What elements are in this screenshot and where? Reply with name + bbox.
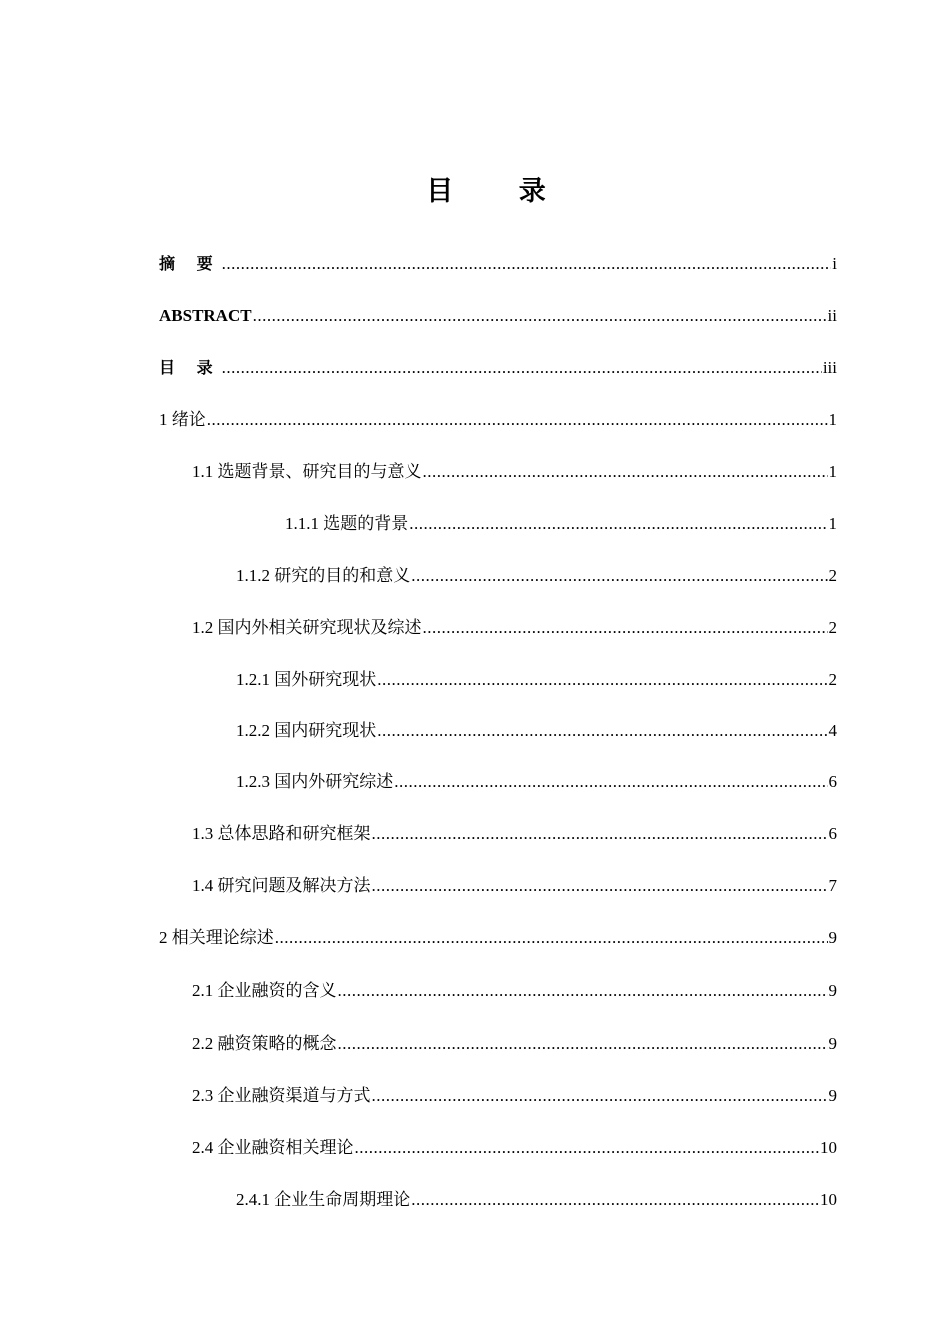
toc-entry-section-2-1[interactable] xyxy=(192,977,837,1005)
toc-entry-page: 2 xyxy=(828,618,837,637)
toc-entry-page: ii xyxy=(827,306,837,325)
toc-entry-label: 1.2.2 国内研究现状 xyxy=(236,721,377,740)
toc-entry-label: ABSTRACT xyxy=(159,306,252,325)
toc-entry-section-1-2-1[interactable] xyxy=(236,666,837,694)
toc-leader-dots xyxy=(222,354,822,382)
toc-entry-section-1-1-1[interactable] xyxy=(285,510,837,538)
toc-entry-abstract-cn[interactable] xyxy=(159,250,837,278)
toc-entry-section-1-2-2[interactable] xyxy=(236,717,837,745)
toc-entry-section-1-4[interactable] xyxy=(192,872,837,900)
toc-entry-page: 9 xyxy=(828,981,837,1000)
toc-entry-page: 1 xyxy=(828,514,837,533)
toc-entry-contents[interactable] xyxy=(159,354,837,382)
toc-leader-dots xyxy=(275,924,828,952)
toc-entry-label: 1.1.2 研究的目的和意义 xyxy=(236,566,411,585)
toc-entry-label: 1.3 总体思路和研究框架 xyxy=(192,824,371,843)
toc-leader-dots xyxy=(338,1030,828,1058)
toc-entry-page: 9 xyxy=(828,1086,837,1105)
toc-entry-abstract-en[interactable] xyxy=(159,302,837,330)
toc-entry-section-1-1[interactable] xyxy=(192,458,837,486)
toc-entry-page: 2 xyxy=(828,670,837,689)
toc-entry-page: i xyxy=(832,254,837,273)
toc-entry-page: 6 xyxy=(828,772,837,791)
toc-entry-label: 2 相关理论综述 xyxy=(159,928,274,947)
toc-leader-dots xyxy=(338,977,828,1005)
toc-entry-label: 2.1 企业融资的含义 xyxy=(192,981,337,1000)
toc-entry-label: 2.2 融资策略的概念 xyxy=(192,1034,337,1053)
toc-leader-dots xyxy=(372,1082,828,1110)
toc-leader-dots xyxy=(377,666,827,694)
toc-entry-label: 目 录 xyxy=(159,358,221,377)
toc-entry-section-2-4[interactable] xyxy=(192,1134,837,1162)
page-title: 目 录 xyxy=(426,176,574,207)
toc-entry-label: 2.4.1 企业生命周期理论 xyxy=(236,1190,411,1209)
toc-entry-label: 摘 要 xyxy=(159,254,221,273)
toc-entry-section-2-4-1[interactable] xyxy=(236,1186,837,1214)
toc-leader-dots xyxy=(207,406,828,434)
toc-leader-dots xyxy=(423,614,828,642)
toc-entry-section-1-2[interactable] xyxy=(192,614,837,642)
toc-entry-page: 10 xyxy=(820,1138,837,1157)
toc-entry-page: 1 xyxy=(828,410,837,429)
toc-entry-label: 2.3 企业融资渠道与方式 xyxy=(192,1086,371,1105)
toc-leader-dots xyxy=(409,510,827,538)
toc-entry-section-2-2[interactable] xyxy=(192,1030,837,1058)
toc-entry-label: 1.1.1 选题的背景 xyxy=(285,514,409,533)
toc-leader-dots xyxy=(372,820,828,848)
toc-leader-dots xyxy=(423,458,828,486)
toc-entry-page: iii xyxy=(822,358,837,377)
toc-entry-page: 2 xyxy=(828,566,837,585)
toc-entry-label: 1.1 选题背景、研究目的与意义 xyxy=(192,462,422,481)
toc-entry-section-2-3[interactable] xyxy=(192,1082,837,1110)
toc-entry-page: 4 xyxy=(828,721,837,740)
toc-leader-dots xyxy=(355,1134,820,1162)
toc-entry-chapter-2[interactable] xyxy=(159,924,837,952)
toc-leader-dots xyxy=(253,302,827,330)
toc-entry-label: 1 绪论 xyxy=(159,410,206,429)
toc-leader-dots xyxy=(411,562,827,590)
toc-entry-section-1-2-3[interactable] xyxy=(236,768,837,796)
toc-leader-dots xyxy=(372,872,828,900)
toc-entry-chapter-1[interactable] xyxy=(159,406,837,434)
toc-entry-label: 1.2.1 国外研究现状 xyxy=(236,670,377,689)
toc-entry-label: 1.2.3 国内外研究综述 xyxy=(236,772,394,791)
toc-entry-label: 1.4 研究问题及解决方法 xyxy=(192,876,371,895)
toc-entry-page: 9 xyxy=(828,1034,837,1053)
toc-entry-label: 1.2 国内外相关研究现状及综述 xyxy=(192,618,422,637)
toc-leader-dots xyxy=(394,768,827,796)
toc-entry-section-1-3[interactable] xyxy=(192,820,837,848)
toc-entry-page: 1 xyxy=(828,462,837,481)
toc-entry-label: 2.4 企业融资相关理论 xyxy=(192,1138,354,1157)
toc-leader-dots xyxy=(411,1186,819,1214)
toc-leader-dots xyxy=(377,717,827,745)
toc-entry-page: 6 xyxy=(828,824,837,843)
toc-entry-page: 10 xyxy=(820,1190,837,1209)
toc-entry-page: 7 xyxy=(828,876,837,895)
toc-entry-section-1-1-2[interactable] xyxy=(236,562,837,590)
toc-leader-dots xyxy=(222,250,832,278)
toc-entry-page: 9 xyxy=(828,928,837,947)
